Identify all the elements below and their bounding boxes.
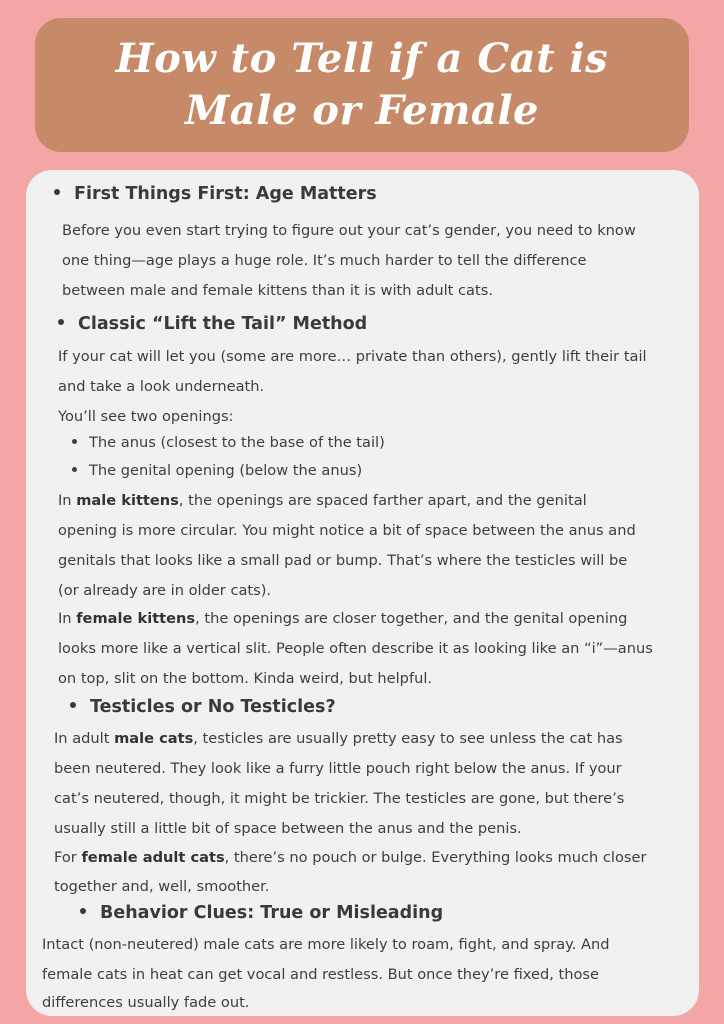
section-heading-age: First Things First: Age Matters	[54, 180, 377, 208]
bullet-icon	[54, 189, 60, 195]
paragraph-line: usually still a little bit of space between the anus and the penis.	[54, 820, 522, 837]
paragraph-line: In female kittens, the openings are closer together, and the genital opening	[58, 610, 628, 627]
paragraph-line: female cats in heat can get vocal and restless. But once they’re fixed, those	[42, 966, 599, 983]
paragraph-line: Before you even start trying to figure out your cat’s gender, you need to know	[62, 222, 636, 239]
bullet-icon	[70, 702, 76, 708]
section-heading-lift-tail: Classic “Lift the Tail” Method	[58, 310, 367, 338]
paragraph-line: on top, slit on the bottom. Kinda weird, but helpful.	[58, 670, 433, 687]
paragraph-line: looks more like a vertical slit. People often describe it as looking like an “i”—anus	[58, 640, 653, 657]
section-heading-testicles: Testicles or No Testicles?	[70, 693, 336, 721]
emphasis-text: female adult cats	[81, 849, 225, 866]
paragraph-line: opening is more circular. You might notice a bit of space between the anus and	[58, 522, 636, 539]
paragraph-line: For female adult cats, there’s no pouch or bulge. Everything looks much closer	[54, 849, 647, 866]
paragraph-line: You’ll see two openings:	[58, 408, 234, 425]
emphasis-text: female kittens	[76, 610, 196, 627]
paragraph-line: In male kittens, the openings are spaced farther apart, and the genital	[58, 492, 587, 509]
list-item: The anus (closest to the base of the tail)	[72, 428, 385, 458]
paragraph-line: In adult male cats, testicles are usually pretty easy to see unless the cat has	[54, 730, 623, 747]
paragraph-line: been neutered. They look like a furry little pouch right below the anus. If your	[54, 760, 622, 777]
paragraph-line: Intact (non-neutered) male cats are more likely to roam, fight, and spray. And	[42, 936, 610, 953]
paragraph-line: one thing—age plays a huge role. It’s much harder to tell the difference	[62, 252, 587, 269]
paragraph-line: If your cat will let you (some are more… private than others), gently lift their tail	[58, 348, 647, 365]
page-title: How to Tell if a Cat is Male or Female	[115, 35, 609, 134]
paragraph-line: differences usually fade out.	[42, 994, 250, 1011]
list-item: The genital opening (below the anus)	[72, 456, 362, 486]
emphasis-text: male kittens	[76, 492, 179, 509]
section-heading-behavior: Behavior Clues: True or Misleading	[80, 899, 443, 927]
paragraph-line: cat’s neutered, though, it might be trickier. The testicles are gone, but there’s	[54, 790, 625, 807]
paragraph-line: genitals that looks like a small pad or bump. That’s where the testicles will be	[58, 552, 628, 569]
emphasis-text: male cats	[114, 730, 194, 747]
bullet-icon	[72, 467, 77, 472]
paragraph-line: between male and female kittens than it is with adult cats.	[62, 282, 493, 299]
bullet-icon	[80, 908, 86, 914]
content-card	[26, 170, 699, 1016]
paragraph-line: and take a look underneath.	[58, 378, 265, 395]
title-banner	[35, 18, 689, 152]
bullet-icon	[72, 439, 77, 444]
paragraph-line: together and, well, smoother.	[54, 878, 270, 895]
bullet-icon	[58, 319, 64, 325]
paragraph-line: (or already are in older cats).	[58, 582, 272, 599]
